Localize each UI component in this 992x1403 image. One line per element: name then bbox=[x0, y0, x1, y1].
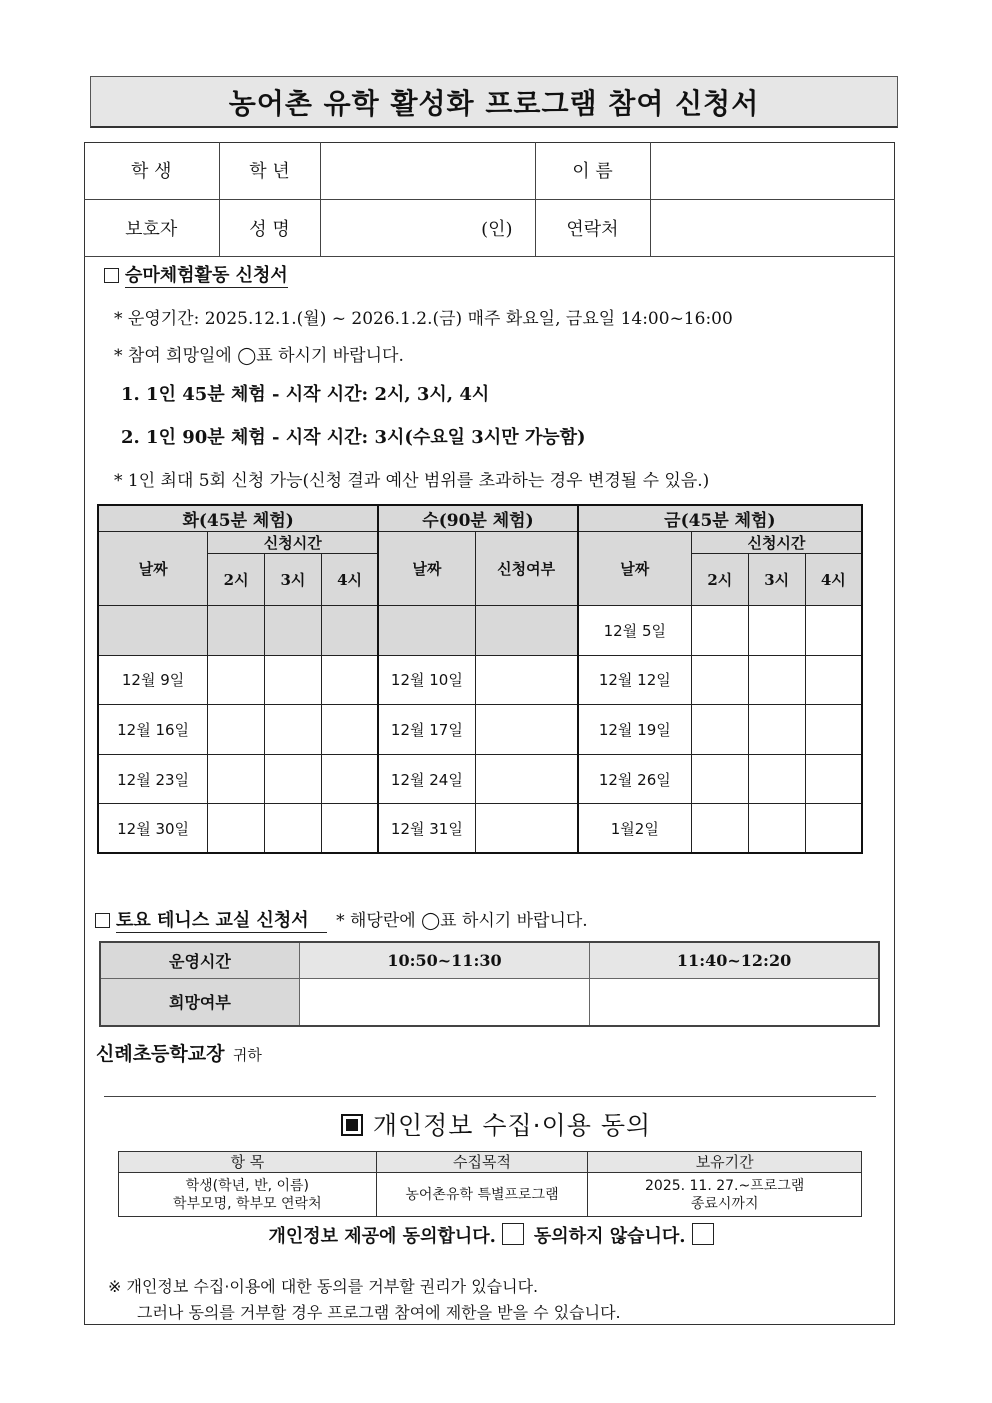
tue-2pm-header: 2시 bbox=[208, 554, 265, 606]
riding-period: * 운영기간: 2025.12.1.(월) ~ 2026.1.2.(금) 매주 화요일, 금요일 14:00~16:00 bbox=[114, 309, 733, 329]
privacy-purpose-cell: 농어촌유학 특별프로그램 bbox=[376, 1173, 588, 1217]
seal-label: (인) bbox=[481, 218, 513, 240]
tue-3pm-cell bbox=[265, 606, 322, 656]
fri-4pm-cell[interactable] bbox=[805, 754, 862, 804]
tue-3pm-header: 3시 bbox=[265, 554, 322, 606]
fri-3pm-cell[interactable] bbox=[748, 705, 805, 755]
privacy-note-1: ※ 개인정보 수집·이용에 대한 동의를 거부할 권리가 있습니다. bbox=[108, 1277, 539, 1296]
fri-3pm-cell[interactable] bbox=[748, 804, 805, 854]
wed-date-cell bbox=[378, 606, 475, 656]
contact-field[interactable] bbox=[650, 199, 895, 256]
tue-date-cell: 12월 9일 bbox=[98, 655, 208, 705]
friday-header: 금(45분 체험) bbox=[578, 505, 862, 532]
grade-field[interactable] bbox=[320, 142, 535, 199]
tue-date-cell: 12월 16일 bbox=[98, 705, 208, 755]
wish-label: 희망여부 bbox=[100, 978, 299, 1026]
wed-apply-cell[interactable] bbox=[475, 705, 578, 755]
fri-date-cell: 1월2일 bbox=[578, 804, 692, 854]
tue-2pm-cell bbox=[208, 606, 265, 656]
wed-apply-header: 신청여부 bbox=[475, 532, 578, 606]
riding-schedule-table bbox=[97, 504, 863, 854]
riding-heading-text: 승마체험활동 신청서 bbox=[125, 265, 288, 286]
tue-date-cell bbox=[98, 606, 208, 656]
wed-date-header: 날짜 bbox=[378, 532, 475, 606]
fri-date-cell: 12월 26일 bbox=[578, 754, 692, 804]
wed-apply-cell bbox=[475, 606, 578, 656]
grade-label: 학 년 bbox=[219, 142, 320, 199]
filled-square-icon bbox=[341, 1114, 363, 1136]
title-box bbox=[90, 76, 898, 128]
tennis-note: * 해당란에 ◯표 하시기 바랍니다. bbox=[336, 911, 588, 931]
riding-limit-note: * 1인 최대 5회 신청 가능(신청 결과 예산 범위를 초과하는 경우 변경될 수 있음.) bbox=[114, 471, 710, 491]
privacy-item-header: 항 목 bbox=[119, 1152, 377, 1173]
riding-option-2: 2. 1인 90분 체험 - 시작 시간: 3시(수요일 3시만 가능함) bbox=[121, 427, 586, 448]
fri-date-cell: 12월 19일 bbox=[578, 705, 692, 755]
privacy-period-header: 보유기간 bbox=[588, 1152, 862, 1173]
tennis-slot-2: 11:40~12:20 bbox=[590, 942, 879, 978]
tue-4pm-cell[interactable] bbox=[321, 804, 378, 854]
privacy-period-line-1: 2025. 11. 27.~프로그램 bbox=[645, 1177, 805, 1194]
tue-4pm-cell bbox=[321, 606, 378, 656]
tue-2pm-cell[interactable] bbox=[208, 754, 265, 804]
guardian-name-field[interactable] bbox=[320, 199, 535, 256]
fri-apply-time-header: 신청시간 bbox=[691, 532, 862, 554]
tue-2pm-cell[interactable] bbox=[208, 655, 265, 705]
fri-2pm-cell[interactable] bbox=[691, 655, 748, 705]
fri-2pm-cell[interactable] bbox=[691, 804, 748, 854]
fri-3pm-cell[interactable] bbox=[748, 754, 805, 804]
consent-line bbox=[0, 1222, 992, 1248]
fri-2pm-cell[interactable] bbox=[691, 606, 748, 656]
guardian-label: 보호자 bbox=[84, 199, 219, 256]
disagree-checkbox[interactable] bbox=[692, 1223, 714, 1245]
privacy-note-2: 그러나 동의를 거부할 경우 프로그램 참여에 제한을 받을 수 있습니다. bbox=[137, 1303, 621, 1322]
tue-date-cell: 12월 30일 bbox=[98, 804, 208, 854]
school-name: 신례초등학교장 bbox=[96, 1043, 225, 1065]
fri-4pm-cell[interactable] bbox=[805, 705, 862, 755]
recipient bbox=[96, 1039, 262, 1066]
tue-2pm-cell[interactable] bbox=[208, 705, 265, 755]
tennis-checkbox[interactable] bbox=[95, 913, 110, 928]
wed-apply-cell[interactable] bbox=[475, 655, 578, 705]
privacy-item-line-1: 학생(학년, 반, 이름) bbox=[185, 1177, 310, 1194]
wed-date-cell: 12월 10일 bbox=[378, 655, 475, 705]
privacy-title bbox=[0, 1106, 992, 1142]
fri-2pm-cell[interactable] bbox=[691, 705, 748, 755]
tue-3pm-cell[interactable] bbox=[265, 655, 322, 705]
tennis-table bbox=[99, 941, 880, 1027]
honorific: 귀하 bbox=[232, 1046, 262, 1064]
fri-4pm-cell[interactable] bbox=[805, 804, 862, 854]
tue-apply-time-header: 신청시간 bbox=[208, 532, 379, 554]
tue-date-cell: 12월 23일 bbox=[98, 754, 208, 804]
wed-date-cell: 12월 31일 bbox=[378, 804, 475, 854]
tue-4pm-cell[interactable] bbox=[321, 754, 378, 804]
agree-checkbox[interactable] bbox=[502, 1223, 524, 1245]
tuesday-header: 화(45분 체험) bbox=[98, 505, 378, 532]
riding-checkbox[interactable] bbox=[104, 268, 119, 283]
fri-date-cell: 12월 5일 bbox=[578, 606, 692, 656]
tue-3pm-cell[interactable] bbox=[265, 754, 322, 804]
info-table bbox=[84, 142, 895, 257]
wednesday-header: 수(90분 체험) bbox=[378, 505, 577, 532]
fri-3pm-cell[interactable] bbox=[748, 655, 805, 705]
tue-date-header: 날짜 bbox=[98, 532, 208, 606]
fri-2pm-header: 2시 bbox=[691, 554, 748, 606]
wed-apply-cell[interactable] bbox=[475, 754, 578, 804]
riding-option-1: 1. 1인 45분 체험 - 시작 시간: 2시, 3시, 4시 bbox=[121, 384, 490, 405]
fri-2pm-cell[interactable] bbox=[691, 754, 748, 804]
privacy-item-cell bbox=[119, 1173, 377, 1217]
fri-3pm-header: 3시 bbox=[748, 554, 805, 606]
tennis-heading bbox=[95, 906, 588, 932]
divider-line bbox=[104, 1096, 876, 1097]
op-time-label: 운영시간 bbox=[100, 942, 299, 978]
student-label: 학 생 bbox=[84, 142, 219, 199]
fri-3pm-cell[interactable] bbox=[748, 606, 805, 656]
tennis-slot-2-wish[interactable] bbox=[590, 978, 879, 1026]
privacy-period-line-2: 종료시까지 bbox=[690, 1195, 759, 1212]
disagree-label: 동의하지 않습니다. bbox=[533, 1226, 686, 1247]
riding-mark-note: * 참여 희망일에 ◯표 하시기 바랍니다. bbox=[114, 346, 404, 366]
agree-label: 개인정보 제공에 동의합니다. bbox=[268, 1226, 496, 1247]
tue-4pm-cell[interactable] bbox=[321, 655, 378, 705]
privacy-table bbox=[118, 1151, 862, 1217]
tue-2pm-cell[interactable] bbox=[208, 804, 265, 854]
wed-date-cell: 12월 17일 bbox=[378, 705, 475, 755]
tue-3pm-cell[interactable] bbox=[265, 804, 322, 854]
tue-4pm-header: 4시 bbox=[321, 554, 378, 606]
fri-date-header: 날짜 bbox=[578, 532, 692, 606]
tennis-heading-text: 토요 테니스 교실 신청서 bbox=[116, 910, 327, 933]
privacy-purpose-header: 수집목적 bbox=[376, 1152, 588, 1173]
wed-date-cell: 12월 24일 bbox=[378, 754, 475, 804]
fri-4pm-cell[interactable] bbox=[805, 606, 862, 656]
fri-date-cell: 12월 12일 bbox=[578, 655, 692, 705]
riding-heading bbox=[104, 261, 288, 287]
fri-4pm-header: 4시 bbox=[805, 554, 862, 606]
guardian-name-label: 성 명 bbox=[219, 199, 320, 256]
privacy-item-line-2: 학부모명, 학부모 연락처 bbox=[173, 1195, 322, 1212]
fri-4pm-cell[interactable] bbox=[805, 655, 862, 705]
privacy-title-text: 개인정보 수집·이용 동의 bbox=[372, 1111, 652, 1140]
tue-3pm-cell[interactable] bbox=[265, 705, 322, 755]
name-label: 이 름 bbox=[535, 142, 650, 199]
tennis-slot-1: 10:50~11:30 bbox=[299, 942, 589, 978]
page-title: 농어촌 유학 활성화 프로그램 참여 신청서 bbox=[228, 86, 760, 120]
tue-4pm-cell[interactable] bbox=[321, 705, 378, 755]
tennis-slot-1-wish[interactable] bbox=[299, 978, 589, 1026]
student-name-field[interactable] bbox=[650, 142, 895, 199]
privacy-period-cell bbox=[588, 1173, 862, 1217]
contact-label: 연락처 bbox=[535, 199, 650, 256]
wed-apply-cell[interactable] bbox=[475, 804, 578, 854]
